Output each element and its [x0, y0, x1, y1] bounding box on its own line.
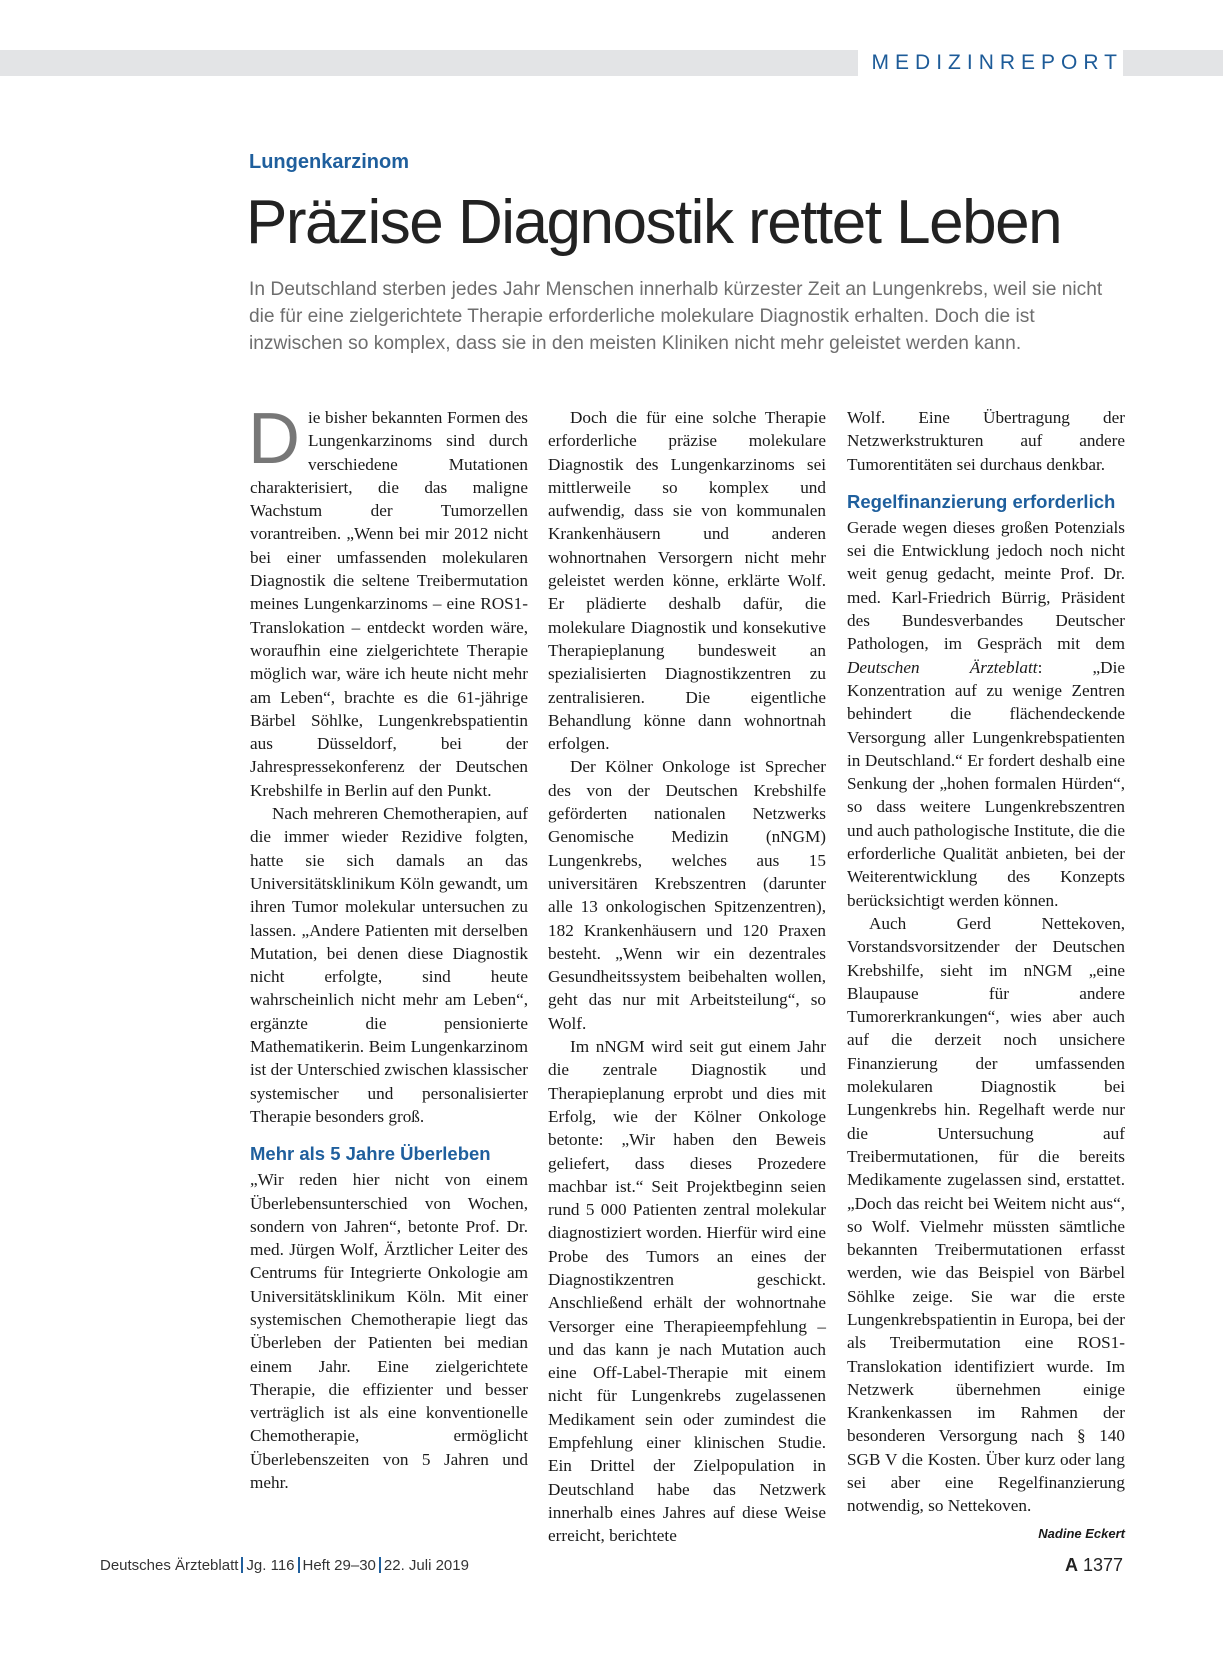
article-lead: In Deutschland sterben jedes Jahr Menschen innerhalb kürzester Zeit an Lungenkrebs, weil sie nicht die für eine zielgerichtete Therapie erforderliche molekulare Diagnostik erhalten. Doch die ist inzwischen so komplex, dass sie in den meisten Kliniken nicht mehr geleistet werden kann.: [249, 279, 1103, 354]
paragraph-text: Gerade wegen dieses großen Potenzials sei die Entwicklung jedoch noch nicht weit genug gedacht, meinte Prof. Dr. med. Karl-Friedrich Bürrig, Präsident des Bundesverbandes Deutscher Pathologen, im Gespräch mit dem: [847, 517, 1125, 654]
paragraph: [847, 912, 1125, 1541]
paragraph: „Wir reden hier nicht von einem Überlebensunterschied von Wochen, sondern von Jahren“, betonte Prof. Dr. med. Jürgen Wolf, Ärztlicher Leiter des Centrums für Integrierte Onkologie am Universitätsklinikum Köln. Mit einer systemischen Chemotherapie liegt das Überleben der Patienten bei median einem Jahr. Eine zielgerichtete Therapie, die effizienter und besser verträglich ist als eine konventionelle Chemotherapie, ermöglicht Überlebenszeiten von 5 Jahren und mehr.: [250, 1170, 528, 1493]
publication-name: Deutschen Ärzteblatt: [847, 657, 1038, 677]
page-number-value: 1377: [1082, 1555, 1123, 1575]
column-1: [248, 399, 528, 1494]
journal-date: 22. Juli 2019: [383, 1557, 469, 1574]
subheading: Mehr als 5 Jahre Überleben: [250, 1143, 491, 1165]
drop-cap: D: [248, 399, 300, 479]
page-number: [1065, 1555, 1123, 1576]
paragraph: Doch die für eine solche Therapie erforderliche präzise molekulare Diagnostik des Lungenkarzinoms sei mittlerweile so komplex und aufwendig, dass sie von kommunalen Krankenhäusern und anderen wohnortnahen Versorgern nicht mehr geleistet werden könne, erklärte Wolf. Er plädierte deshalb dafür, die molekulare Diagnostik und konsekutive Therapieplanung bundesweit an spezialisierten Diagnostikzentren zu zentralisieren. Die eigentliche Behandlung könne dann wohnortnah erfolgen.: [548, 408, 826, 754]
footer-citation: [100, 1557, 469, 1574]
paragraph-text: ie bisher bekannten Formen des Lungenkarzinoms sind durch verschiedene Mutationen charakterisiert, die das maligne Wachstum der Tumorzellen vorantreiben. „Wenn bei mir 2012 nicht bei einer umfassenden molekularen Diagnostik die seltene Treibermutation meines Lungenkarzinoms – eine ROS1-Translokation – entdeckt worden wäre, woraufhin eine zielgerichtete Therapie möglich war, wäre ich heute nicht mehr am Leben“, brachte es die 61-jährige Bärbel Söhlke, Lungenkrebspatientin aus Düsseldorf, bei der Jahrespressekonferenz der Deutschen Krebshilfe in Berlin auf den Punkt.: [250, 408, 528, 800]
journal-issue: Heft 29–30: [302, 1557, 376, 1574]
paragraph: Der Kölner Onkologe ist Sprecher des von der Deutschen Krebshilfe geförderten nationalen Netzwerks Genomische Medizin (nNGM) Lungenkrebs, welches aus 15 universitären Krebszentren (darunter alle 13 onkologischen Spitzenzentren), 182 Krankenhäusern und 120 Praxen besteht. „Wenn wir ein dezentrales Gesundheitssystem beibehalten wollen, geht das nur mit Arbeitsteilung“, so Wolf.: [548, 757, 826, 1033]
column-3: [847, 406, 1125, 1545]
divider: [298, 1557, 300, 1573]
section-label: MEDIZINREPORT: [858, 49, 1123, 77]
author-name: Nadine Eckert: [1038, 1525, 1125, 1541]
paragraph-text: : „Die Konzentration auf zu wenige Zentren behindert die flächendeckende Versorgung aller Lungenkrebspatienten in Deutschland.“ Er fordert deshalb eine Senkung der „hohen formalen Hürden“, so dass weitere Lungenkrebszentren und auch pathologische Institute, die die erforderliche Qualität anbieten, bei der Weiterentwicklung des Konzepts berücksichtigt werden können.: [847, 657, 1125, 910]
article-kicker: Lungenkarzinom: [249, 151, 410, 173]
paragraph: [847, 516, 1125, 912]
page-prefix: A: [1064, 1555, 1078, 1575]
column-2: [548, 406, 826, 1548]
paragraph: Nach mehreren Chemotherapien, auf die immer wieder Rezidive folgten, hatte sie sich damals an das Universitätsklinikum Köln gewandt, um ihren Tumor molekular untersuchen zu lassen. „Andere Patienten mit derselben Mutation, bei denen diese Diagnostik nicht erfolgte, sind heute wahrscheinlich nicht mehr am Leben“, ergänzte die pensionierte Mathematikerin. Beim Lungenkarzinom ist der Unterschied zwischen klassischer systemischer und personalisierter Therapie besonders groß.: [250, 804, 528, 1126]
journal-volume: Jg. 116: [246, 1557, 295, 1574]
divider: [379, 1557, 381, 1573]
paragraph: [248, 399, 528, 802]
journal-name: Deutsches Ärzteblatt: [100, 1557, 239, 1574]
article-title: Präzise Diagnostik rettet Leben: [246, 188, 1062, 257]
paragraph: Wolf. Eine Übertragung der Netzwerkstrukturen auf andere Tumorentitäten sei durchaus denkbar.: [847, 408, 1125, 474]
subheading: Regelfinanzierung erforderlich: [847, 490, 1116, 512]
divider: [241, 1557, 243, 1573]
paragraph: Im nNGM wird seit gut einem Jahr die zentrale Diagnostik und Therapieplanung erprobt und dies mit Erfolg, wie der Kölner Onkologe betonte: „Wir haben den Beweis geliefert, dass dieses Prozedere machbar ist.“ Seit Projektbeginn seien rund 5 000 Patienten zentral molekular diagnostiziert worden. Hierfür wird eine Probe des Tumors an eines der Diagnostikzentren geschickt. Anschließend erhält der wohnortnahe Versorger eine Therapieempfehlung – und das kann je nach Mutation auch eine Off-Label-Therapie mit einem nicht für Lungenkrebs zugelassenen Medikament sein oder zumindest die Empfehlung einer klinischen Studie. Ein Drittel der Zielpopulation in Deutschland habe das Netzwerk innerhalb eines Jahres auf diese Weise erreicht, berichtete: [548, 1037, 826, 1546]
paragraph-text: Auch Gerd Nettekoven, Vorstandsvorsitzender der Deutschen Krebshilfe, sieht im nNGM „eine Blaupause für andere Tumorerkrankungen“, wies aber auch auf die derzeit noch unsichere Finanzierung der umfassenden molekularen Diagnostik bei Lungenkrebs hin. Regelhaft werde nur die Untersuchung auf Treibermutationen, für die bereits Medikamente zugelassen sind, erstattet. „Doch das reicht bei Weitem nicht aus“, so Wolf. Vielmehr müssten sämtliche bekannten Treibermutationen erfasst werden, wie das Beispiel von Bärbel Söhlke zeige. Sie war die erste Lungenkrebspatientin in Europa, bei der als Treibermutation eine ROS1-Translokation identifiziert wurde. Im Netzwerk übernehmen einige Krankenkassen im Rahmen der besonderen Versorgung nach § 140 SGB V die Kosten. Über kurz oder lang sei aber eine Regelfinanzierung notwendig, so Nettekoven.: [847, 913, 1125, 1516]
